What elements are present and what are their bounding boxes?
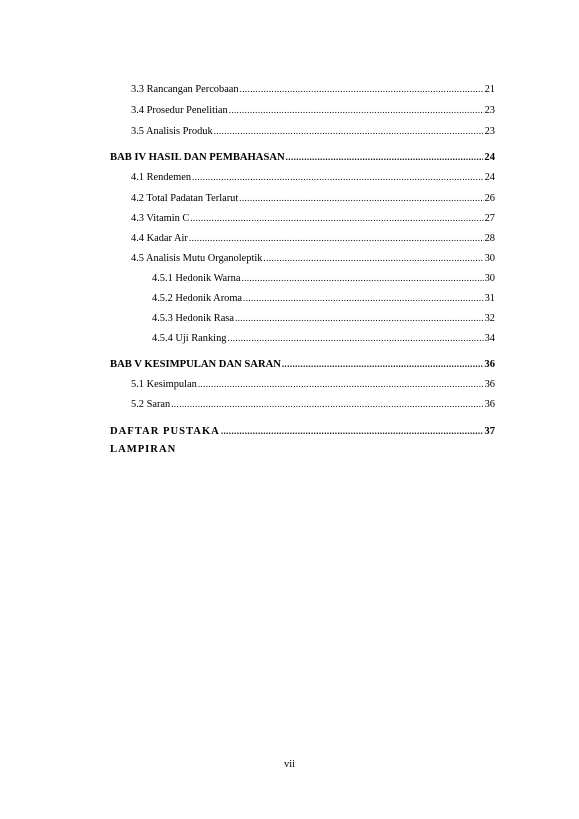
toc-entry-label: 4.5 Analisis Mutu Organoleptik [131,253,263,264]
toc-entry-page: 28 [484,233,495,244]
page-number: vii [283,759,296,770]
toc-entry-page: 23 [484,126,495,137]
toc-chapter-entry [110,443,495,456]
toc-leader-dots [227,332,483,345]
toc-chapter-label: BAB V KESIMPULAN DAN SARAN [110,359,281,370]
toc-subentry [110,312,495,325]
toc-entry [110,104,495,117]
toc-leader-dots [214,125,484,138]
toc-entry-label: 4.5.2 Hedonik Aroma [152,293,243,304]
toc-leader-dots [192,171,484,184]
toc-entry-page: 23 [484,105,495,116]
toc-entry-label: 4.2 Total Padatan Terlarut [131,193,239,204]
toc-entry [110,252,495,265]
toc-leader-dots [190,212,483,225]
toc-leader-dots [241,272,483,285]
toc-entry-label: 4.1 Rendemen [131,172,192,183]
toc-leader-dots [189,232,484,245]
toc-entry-page: 36 [484,399,495,410]
toc-chapter-page: 36 [484,359,495,370]
toc-entry-page: 34 [484,333,495,344]
toc-subentry [110,292,495,305]
toc-entry [110,192,495,205]
toc-chapter-page: 37 [484,426,495,437]
toc-entry-page: 32 [484,313,495,324]
toc-leader-dots [240,83,484,96]
toc-entry-label: 3.5 Analisis Produk [131,126,213,137]
toc-chapter-label: BAB IV HASIL DAN PEMBAHASAN [110,152,285,163]
toc-entry-page: 27 [484,213,495,224]
toc-entry-label: 3.4 Prosedur Penelitian [131,105,228,116]
toc-entry-page: 26 [484,193,495,204]
toc-entry-page: 24 [484,172,495,183]
toc-entry [110,232,495,245]
toc-leader-dots [263,252,483,265]
toc-chapter-label: LAMPIRAN [110,444,177,455]
toc-entry-label: 5.1 Kesimpulan [131,379,197,390]
toc-leader-dots [221,425,484,438]
toc-entry [110,83,495,96]
toc-entry-page: 30 [484,253,495,264]
toc-leader-dots [286,151,484,164]
toc-leader-dots [198,378,484,391]
toc-subentry [110,332,495,345]
toc-chapter-entry [110,151,495,164]
toc-leader-dots [171,398,483,411]
toc-chapter-entry [110,358,495,371]
toc-entry-label: 3.3 Rancangan Percobaan [131,84,239,95]
toc-chapter-label: DAFTAR PUSTAKA [110,426,220,437]
toc-entry-label: 4.5.1 Hedonik Warna [152,273,241,284]
toc-chapter-entry [110,425,495,438]
toc-entry-label: 4.5.3 Hedonik Rasa [152,313,234,324]
toc-entry-page: 30 [484,273,495,284]
toc-leader-dots [229,104,484,117]
toc-entry-page: 31 [484,293,495,304]
toc-entry-label: 4.3 Vitamin C [131,213,190,224]
toc-entry [110,171,495,184]
toc-entry-page: 36 [484,379,495,390]
toc-leader-dots [239,192,483,205]
toc-entry [110,125,495,138]
toc-entry [110,378,495,391]
toc-entry [110,398,495,411]
toc-subentry [110,272,495,285]
toc-leader-dots [243,292,484,305]
toc-leader-dots [235,312,484,325]
toc-entry-label: 4.4 Kadar Air [131,233,188,244]
toc-leader-dots [282,358,484,371]
toc-chapter-page: 24 [484,152,495,163]
toc-entry-page: 21 [484,84,495,95]
toc-entry-label: 5.2 Saran [131,399,171,410]
toc-entry-label: 4.5.4 Uji Ranking [152,333,227,344]
toc-entry [110,212,495,225]
